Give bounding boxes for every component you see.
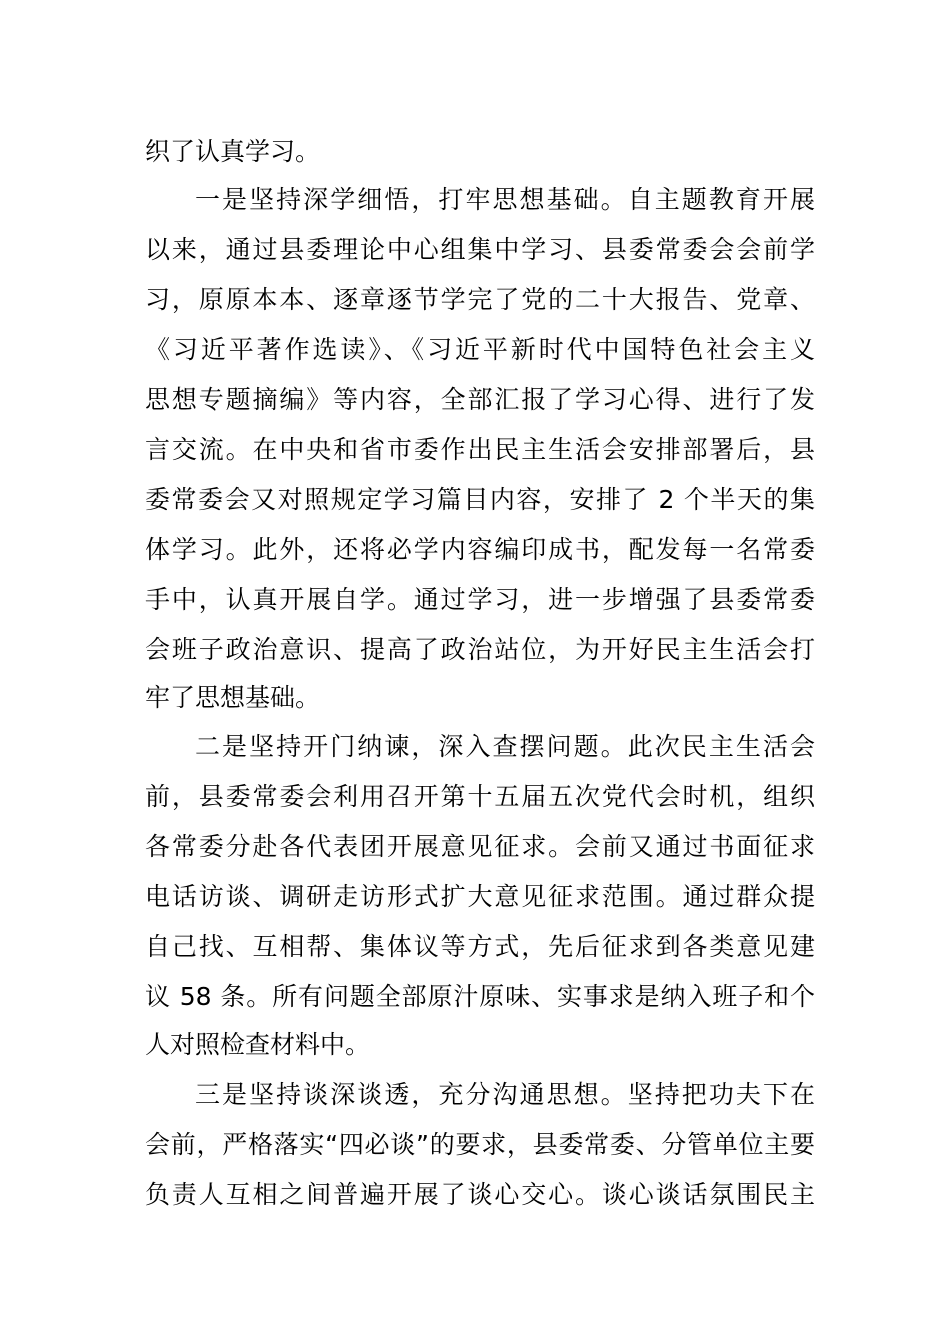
text-line: 委常委会又对照规定学习篇目内容，安排了 2 个半天的集 — [145, 485, 815, 514]
text-line: 负责人互相之间普遍开展了谈心交心。谈心谈话氛围民主 — [145, 1180, 815, 1209]
text-line: 习，原原本本、逐章逐节学完了党的二十大报告、党章、 — [145, 285, 815, 314]
text-line: 自己找、互相帮、集体议等方式，先后征求到各类意见建 — [145, 932, 815, 961]
paragraph-first-line: 二是坚持开门纳谏，深入查摆问题。此次民主生活会 — [195, 732, 815, 761]
text-line: 会班子政治意识、提高了政治站位，为开好民主生活会打 — [145, 635, 815, 664]
text-line: 以来，通过县委理论中心组集中学习、县委常委会会前学 — [145, 235, 815, 264]
text-line: 言交流。在中央和省市委作出民主生活会安排部署后，县 — [145, 435, 815, 464]
text-line: 前，县委常委会利用召开第十五届五次党代会时机，组织 — [145, 782, 815, 811]
text-line: 体学习。此外，还将必学内容编印成书，配发每一名常委 — [145, 535, 815, 564]
text-line: 织了认真学习。 — [145, 137, 321, 166]
paragraph-first-line: 三是坚持谈深谈透，充分沟通思想。坚持把功夫下在 — [195, 1080, 815, 1109]
text-line: 会前，严格落实“四必谈”的要求，县委常委、分管单位主要 — [145, 1130, 815, 1159]
text-line: 《习近平著作选读》、《习近平新时代中国特色社会主义 — [145, 335, 815, 364]
text-line: 思想专题摘编》等内容，全部汇报了学习心得、进行了发 — [145, 385, 815, 414]
text-line: 手中，认真开展自学。通过学习，进一步增强了县委常委 — [145, 585, 815, 614]
text-line: 牢了思想基础。 — [145, 683, 321, 712]
text-line: 人对照检查材料中。 — [145, 1030, 371, 1059]
text-line: 议 58 条。所有问题全部原汁原味、实事求是纳入班子和个 — [145, 982, 815, 1011]
text-line: 各常委分赴各代表团开展意见征求。会前又通过书面征求 — [145, 832, 815, 861]
paragraph-first-line: 一是坚持深学细悟，打牢思想基础。自主题教育开展 — [195, 185, 815, 214]
text-line: 电话访谈、调研走访形式扩大意见征求范围。通过群众提 — [145, 882, 815, 911]
